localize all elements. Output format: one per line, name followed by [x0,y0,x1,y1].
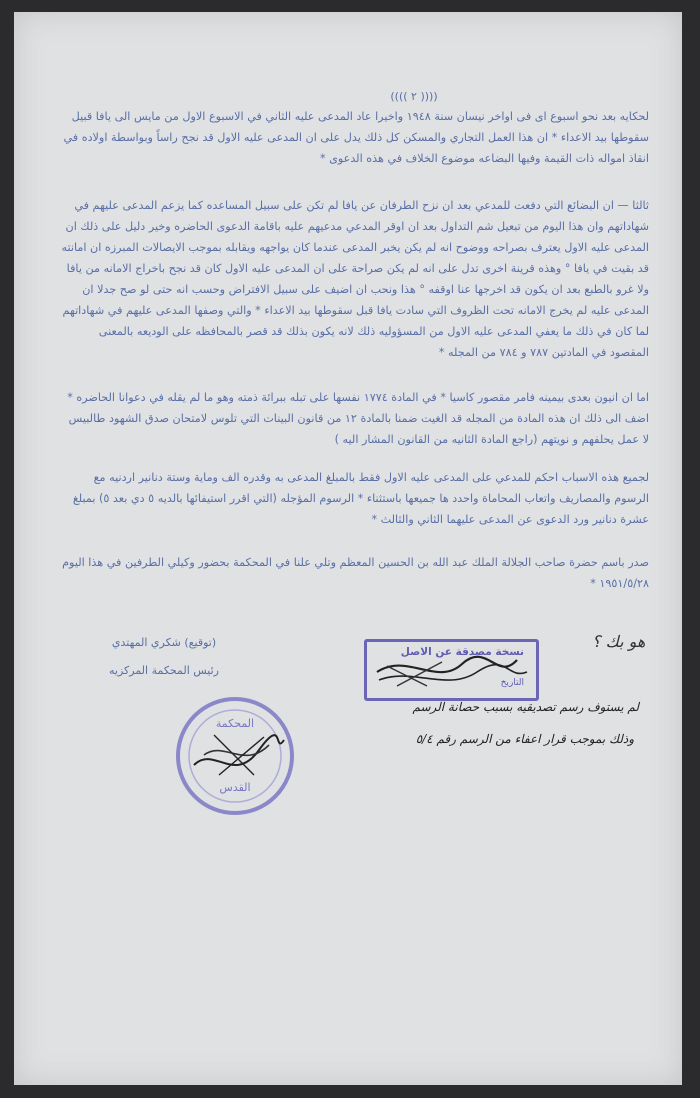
page-number: (((( ٢ )))) [390,90,438,103]
stamp-signature-scribble [367,642,542,704]
marginal-mark: هو بك ؟ [592,632,646,651]
court-seal [174,695,296,817]
stamp-date-label: التاريخ [500,678,524,688]
signature-title: رئيس المحكمة المركزيه [108,664,219,677]
stamp-title: نسخة مصدقة عن الاصل [400,646,524,658]
seal-bottom-text: القدس [219,781,251,794]
seal-circle [174,695,296,817]
paragraph-5: صدر باسم حضرة صاحب الجلالة الملك عبد الله بن الحسين المعظم وتلي علنا في المحكمة بحضور وكيلي الطرفين في هذا اليوم ١٩٥١/٥/٢٨ * [62,556,649,590]
document-page [14,12,682,1085]
certified-copy-stamp [364,639,539,701]
signature-block [84,629,244,685]
paragraph-3: اما ان انيون بعدى بيمينه فامر مقصور كاسيا * في المادة ١٧٧٤ نفسها على تبله ببرائة ذمته وهو ما لم يقله في دعوانا الحاضره * اضف الى ذلك ان هذه المادة من المجله قد الغيت ضمنا بالمادة ١٢ من قانون البينات التي تلوس لامتحان صدق الشهود طالبيس لا عمل يحلفهم و نويتهم (راجع المادة الثانيه من القانون المشار اليه ) [67,391,649,446]
handwritten-note-line-1: لم يستوف رسم تصديقيه بسبب حصانة الرسم [412,700,639,714]
handwritten-note-line-2: وذلك بموجب قرار اعفاء من الرسم رقم ٥/٤ [415,732,634,746]
seal-top-text: المحكمة [215,717,255,730]
signature-name: (توقيع) شكري المهتدي [111,636,217,649]
paragraph-4: لجميع هذه الاسباب احكم للمدعي على المدعى عليه الاول فقط بالمبلغ المدعى به وقدره الف وماية وستة دنانير اردنيه مع الرسوم والمصاريف واتعاب المحاماة واحدد ها جميعها باستثناء * الرسوم المؤجله (التي اقرر استيفائها بالديه ٥ دي بعد ٥) بمبلغ عشرة دنانير ورد الدعوى عن المدعى عليهما الثاني والثالث * [72,471,649,526]
paragraph-2: ثالثا — ان البضائع التي دفعت للمدعي بعد ان نزح الطرفان عن يافا لم تكن على سبيل المساعده كما يزعم المدعى عليهم في شهاداتهم وان هذا اليوم من تبعيل شم التداول بعد ان اوقر المدعي مدعيهم عليه باقامة الدعوى الحاضره وخير دليل على ذلك ان المدعى عليه الاول يعترف بصراحه ووضوح انه لم يكن يخبر المدعى عندما كان يواجهه ويقابله بموجب الايصالات المبرزه ان امانته قد بقيت في يافا ° وهذه قرينة اخرى تدل على انه لم يكن صراحة على ان المدعى عليه الاول كان قد نجح باخراج الامانه من يافا ولا غرو بالطبع بعد ان يكون قد اخرجها عنا اوقفه ° هذا ونحب ان اضيف على سبيل الافتراض وحسب انه حتى لو صح جدلا ان المدعى عليه لم يخرج الامانه تحت الظروف التي سادت يافا قبل سقوطها بيد الاعداء * والتي وصفها المدعى عليهم في شهاداتهم لما كان في ذلك ما يعفي المدعى عليه الاول من المسؤوليه ذلك لانه يكون بذلك قد قصر بالمحافظه على الوديعه بالمعنى المقصود في المادتين ٧٨٧ و ٧٨٤ من المجله * [61,199,649,359]
paragraph-1: لحكايه بعد نحو اسبوع اى فى اواخر نيسان سنة ١٩٤٨ واخيرا عاد المدعى عليه الثاني في الاسبوع الاول من مايس الى يافا قبيل سقوطها بيد الاعداء * ان هذا العمل التجاري والمسكن كل ذلك يدل على ان المدعى عليه الاول قد نجح راساً وبواسطة اولاده في انقاذ امواله ذات القيمة وفيها البضاعه موضوع الخلاف في هذه الدعوى * [63,110,649,165]
